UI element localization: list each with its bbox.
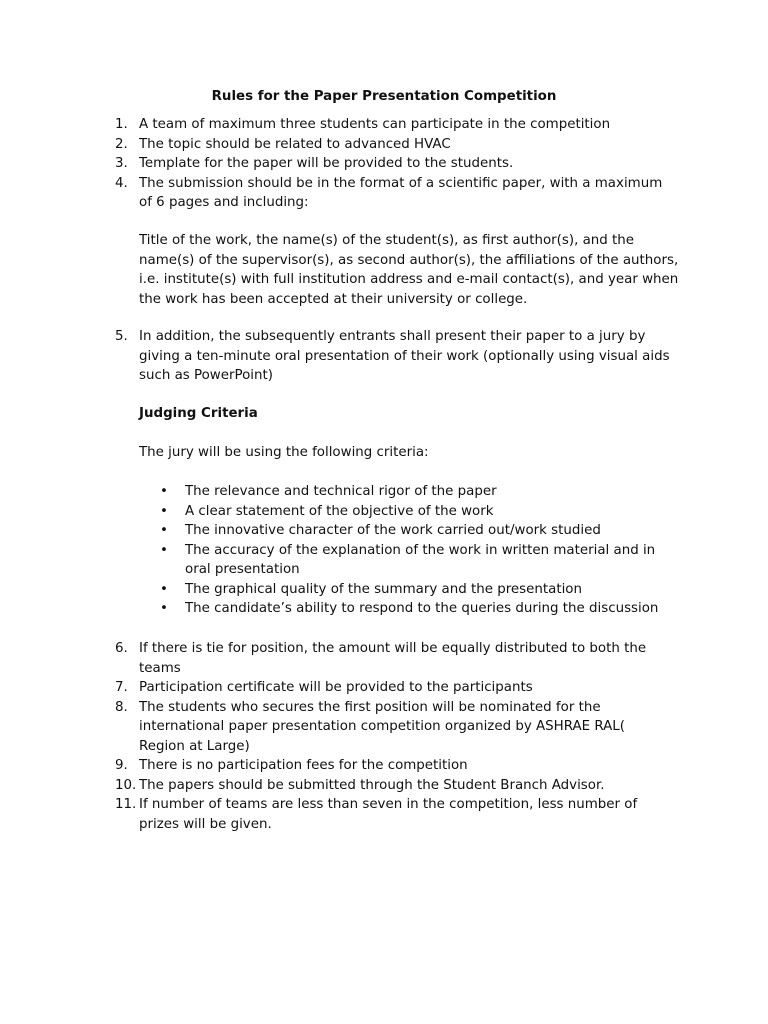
rule-item [115,639,675,678]
rule-item [115,776,675,796]
judging-criteria-heading: Judging Criteria [139,406,258,421]
criteria-text: The candidate’s ability to respond to the queries during the discussion [185,601,659,616]
bullet-icon: • [160,503,168,519]
rule-number: 4. [115,175,128,191]
bullet-icon: • [160,581,168,597]
rule-text: Template for the paper will be provided to the students. [139,156,514,171]
rule-item [115,135,675,155]
rule-text: If number of teams are less than seven in the competition, less number of prizes will be given. [139,797,638,832]
rule-item [115,327,675,386]
criteria-item [160,521,680,541]
criteria-item [160,541,680,580]
rule-text: The submission should be in the format of a scientific paper, with a maximum of 6 pages and including: [139,175,663,210]
rule-number: 6. [115,641,128,656]
rule-number: 8. [115,699,128,715]
rule-number: 7. [115,680,128,695]
criteria-item [160,580,680,600]
bullet-icon: • [160,484,168,499]
bullet-icon: • [160,601,168,616]
bullet-icon: • [160,542,168,558]
rules-list-part1 [115,115,675,213]
rule-item [115,795,675,834]
rules-list-rule5 [115,327,675,386]
criteria-item [160,502,680,522]
rule-item [115,115,675,135]
criteria-item [160,599,680,619]
criteria-text: The innovative character of the work carried out/work studied [185,523,601,538]
rule-number: 10. [115,777,137,793]
rule-text: The papers should be submitted through the Student Branch Advisor. [139,777,605,793]
rule-text: A team of maximum three students can participate in the competition [139,117,611,132]
rule-text: Participation certificate will be provided to the participants [139,680,533,695]
rule-text: The topic should be related to advanced HVAC [139,136,451,152]
document-title: Rules for the Paper Presentation Competition [211,89,557,104]
rule-number: 2. [115,136,128,152]
judging-intro-text: The jury will be using the following criteria: [139,445,429,460]
rule-item [115,154,675,174]
rule-number: 9. [115,758,128,773]
rule-number: 1. [115,117,128,132]
rule-number: 5. [115,329,128,344]
criteria-list [160,482,680,619]
criteria-text: The relevance and technical rigor of the paper [185,484,497,499]
rule-text: In addition, the subsequently entrants shall present their paper to a jury by giving a ten-minute oral presentation of their work (optionally using visual aids such as PowerPoint) [139,329,670,383]
rule-number: 3. [115,156,128,171]
criteria-item [160,482,680,502]
rule-text: There is no participation fees for the competition [139,758,468,773]
rule-text: If there is tie for position, the amount will be equally distributed to both the teams [139,641,647,676]
criteria-text: The graphical quality of the summary and the presentation [185,581,582,597]
rule-item [115,678,675,698]
rule-item [115,698,675,757]
rules-list-part2 [115,639,675,834]
bullet-icon: • [160,523,168,538]
rule-item [115,756,675,776]
rule-item [115,174,675,213]
criteria-text: A clear statement of the objective of the work [185,503,494,519]
rule-number: 11. [115,797,137,812]
rule4-detail-paragraph: Title of the work, the name(s) of the student(s), as first author(s), and the name(s) of the supervisor(s), as second author(s), the affiliations of the authors, i.e. institute(s) with full institution address and e-mail contact(s), and year when the work has been accepted at their university or college. [139,233,679,307]
criteria-text: The accuracy of the explanation of the work in written material and in oral presentation [185,542,656,577]
rule-text: The students who secures the first position will be nominated for the international paper presentation competition organized by ASHRAE RAL( Region at Large) [139,699,625,754]
